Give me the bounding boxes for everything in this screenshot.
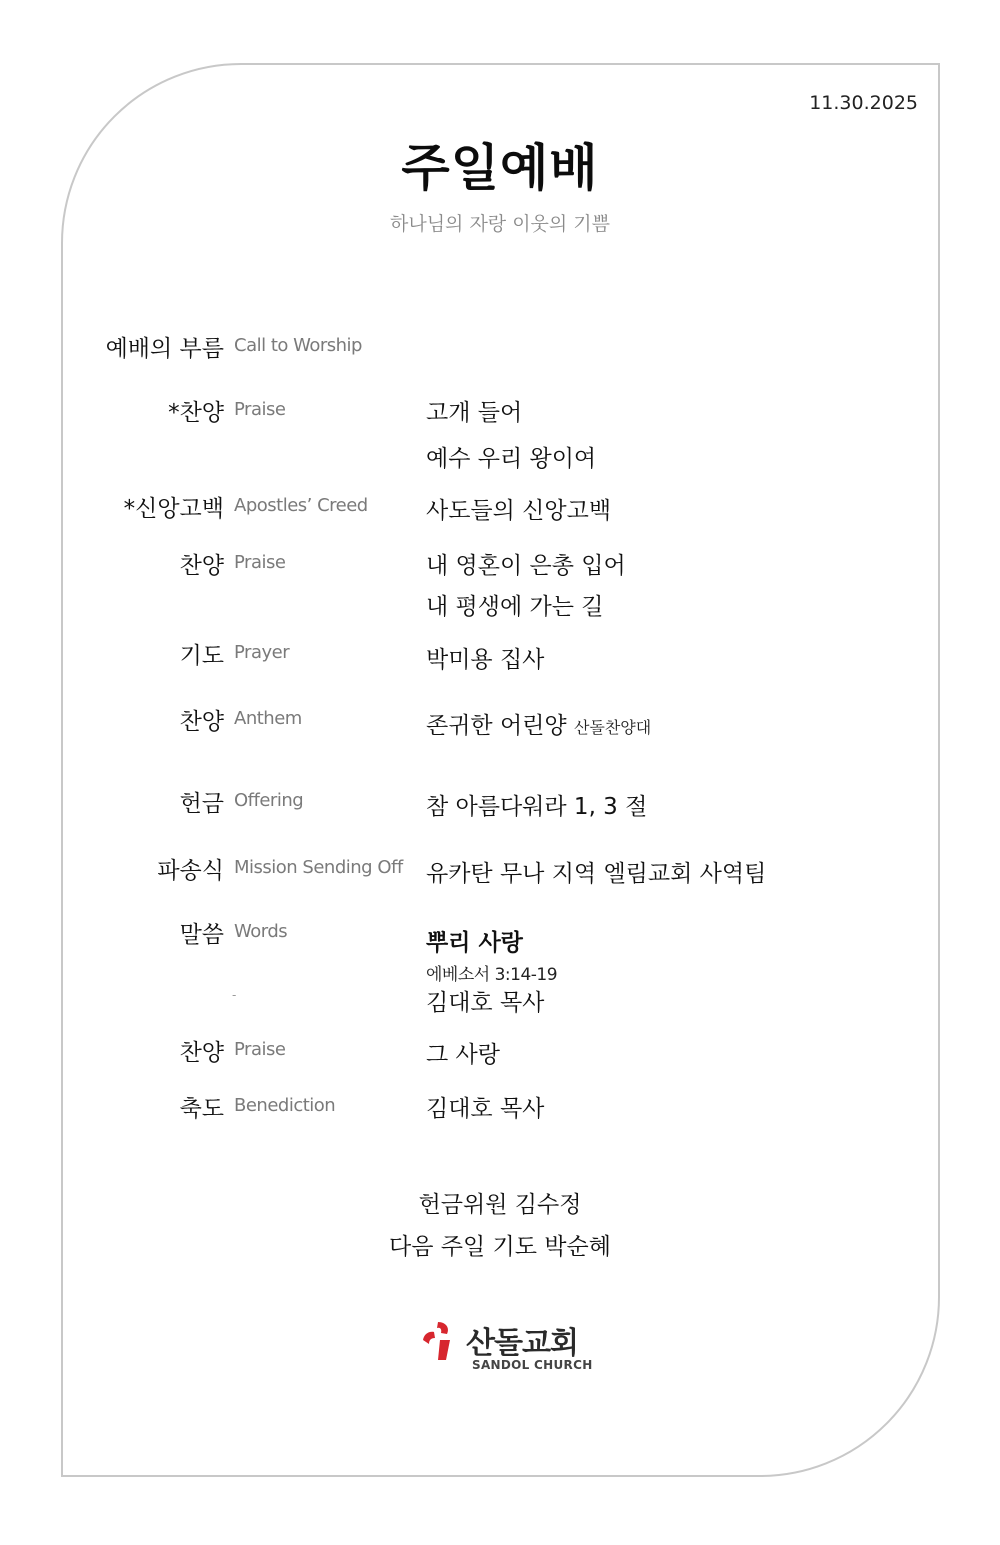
- order-row-words: [0, 916, 1000, 956]
- order-item-value: 참 아름다워라 1, 3 절: [426, 794, 648, 820]
- church-name-ko: 산돌교회: [466, 1326, 578, 1361]
- preacher-name: 김대호 목사: [426, 990, 545, 1016]
- order-item-value: 사도들의 신앙고백: [426, 498, 612, 524]
- order-item-en: Praise: [234, 399, 286, 420]
- order-row-praise-2: [0, 547, 1000, 620]
- church-logo-icon: [420, 1320, 460, 1362]
- bulletin-frame: [61, 63, 940, 1477]
- next-week-prayer: 다음 주일 기도 박순혜: [389, 1234, 611, 1260]
- order-item-ko: 축도: [179, 1096, 224, 1122]
- order-row-praise-3: [0, 1034, 1000, 1074]
- order-item-ko: *신앙고백: [123, 496, 224, 522]
- order-item-ko: 예배의 부름: [105, 336, 224, 362]
- order-item-en: Words: [234, 921, 288, 942]
- order-item-en: Anthem: [234, 708, 302, 729]
- order-row-apostles-creed: [0, 490, 1000, 530]
- order-item-en: Mission Sending Off: [234, 857, 403, 878]
- dash-separator: -: [232, 988, 237, 1002]
- order-item-value: 예수 우리 왕이여: [426, 446, 597, 472]
- order-item-value: 김대호 목사: [426, 1096, 545, 1122]
- order-item-en: Apostles’ Creed: [234, 495, 368, 516]
- choir-name: 산돌찬양대: [573, 718, 652, 737]
- scripture-reference: 에베소서 3:14-19: [426, 965, 558, 985]
- order-row-mission-sending-off: [0, 852, 1000, 892]
- order-row-call-to-worship: [0, 330, 1000, 370]
- order-item-value: 유카탄 무나 지역 엘림교회 사역팀: [426, 861, 767, 887]
- order-item-ko: 찬양: [179, 1040, 224, 1066]
- church-logo: [420, 1318, 593, 1376]
- order-item-en: Praise: [234, 552, 286, 573]
- order-item-value: 그 사랑: [426, 1042, 500, 1068]
- order-item-ko: 파송식: [157, 858, 224, 884]
- order-item-value: 내 영혼이 은총 입어: [426, 553, 626, 579]
- order-item-en: Benediction: [234, 1095, 336, 1116]
- page-title: 주일예배: [401, 139, 599, 197]
- church-name-en: SANDOL CHURCH: [472, 1358, 593, 1372]
- order-row-offering: [0, 785, 1000, 825]
- order-row-prayer: [0, 637, 1000, 677]
- anthem-title: 존귀한 어린양: [426, 713, 567, 739]
- order-item-value: 고개 들어: [426, 400, 523, 426]
- sermon-title: 뿌리 사랑: [426, 930, 523, 956]
- order-item-ko: 헌금: [179, 791, 224, 817]
- order-row-praise-1: [0, 394, 1000, 472]
- order-item-value: [426, 707, 651, 740]
- order-item-ko: 찬양: [179, 553, 224, 579]
- order-item-ko: 찬양: [179, 709, 224, 735]
- order-item-ko: 말씀: [179, 922, 224, 948]
- order-item-en: Offering: [234, 790, 304, 811]
- order-item-en: Praise: [234, 1039, 286, 1060]
- order-item-value: 박미용 집사: [426, 647, 545, 673]
- order-item-en: Call to Worship: [234, 335, 362, 356]
- order-row-benediction: [0, 1090, 1000, 1130]
- service-date: 11.30.2025: [809, 92, 918, 114]
- order-item-en: Prayer: [234, 642, 290, 663]
- offering-committee: 헌금위원 김수정: [418, 1192, 582, 1218]
- order-item-value: 내 평생에 가는 길: [426, 594, 604, 620]
- order-item-ko: *찬양: [168, 400, 224, 426]
- page-subtitle: 하나님의 자랑 이웃의 기쁨: [389, 213, 610, 235]
- order-item-ko: 기도: [179, 643, 224, 669]
- order-row-anthem: [0, 703, 1000, 743]
